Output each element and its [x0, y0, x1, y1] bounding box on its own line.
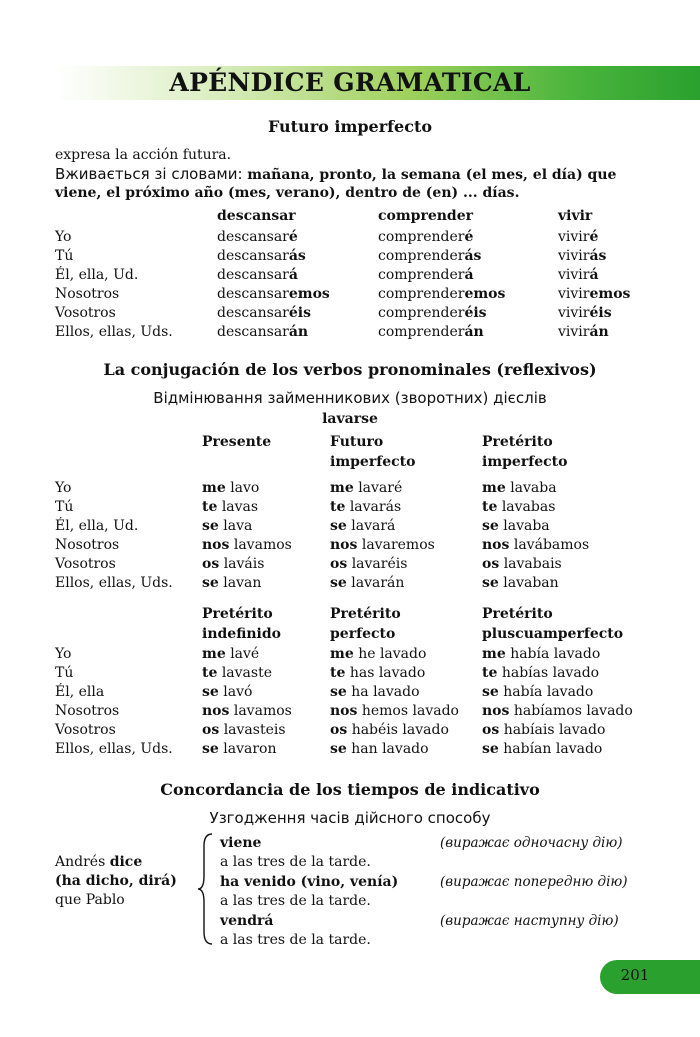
table-header: imperfecto: [330, 454, 416, 470]
futuro-subject: Nosotros: [55, 286, 120, 302]
verb-form: te lavabas: [482, 499, 556, 515]
concordancia-title: Concordancia de los tiempos de indicativo: [160, 780, 540, 799]
pronominales-verb: lavarse: [322, 411, 378, 427]
verb-form: os lavabais: [482, 556, 562, 572]
table-header: indefinido: [202, 626, 281, 642]
verb-form: os lavasteis: [202, 722, 286, 738]
futuro-form: descansaremos: [217, 286, 330, 302]
verb-form: te lavaste: [202, 665, 273, 681]
verb-form: os lavaréis: [330, 556, 408, 572]
concordancia-left-2: (ha dicho, dirá): [55, 873, 177, 889]
verb-form: se habían lavado: [482, 741, 603, 757]
concordancia-note: (виражає наступну дію): [440, 913, 619, 929]
verb-form: nos habíamos lavado: [482, 703, 633, 719]
futuro-subject: Vosotros: [55, 305, 116, 321]
verb-form: me he lavado: [330, 646, 427, 662]
table-subject: Vosotros: [55, 722, 116, 738]
futuro-form: descansará: [217, 267, 298, 283]
concordancia-rest: a las tres de la tarde.: [220, 854, 371, 870]
concordancia-left-3: que Pablo: [55, 892, 125, 908]
futuro-form: descansarás: [217, 248, 306, 264]
verb-form: nos hemos lavado: [330, 703, 459, 719]
table-subject: Ellos, ellas, Uds.: [55, 741, 173, 757]
table-header: Pretérito: [202, 606, 273, 622]
table-header: imperfecto: [482, 454, 568, 470]
table-header: Pretérito: [482, 434, 553, 450]
verb-form: me lavé: [202, 646, 260, 662]
table-subject: Yo: [55, 646, 72, 662]
concordancia-rest: a las tres de la tarde.: [220, 893, 371, 909]
verb-form: se había lavado: [482, 684, 594, 700]
table-header: perfecto: [330, 626, 396, 642]
table-subject: Él, ella: [55, 684, 105, 700]
futuro-form: vivirán: [558, 324, 609, 340]
verb-form: os habéis lavado: [330, 722, 449, 738]
concordancia-rest: a las tres de la tarde.: [220, 932, 371, 948]
futuro-form: viviremos: [558, 286, 631, 302]
verb-form: se lavaban: [482, 575, 559, 591]
verb-form: te has lavado: [330, 665, 426, 681]
table-header: Futuro: [330, 434, 384, 450]
verb-form: se lavó: [202, 684, 253, 700]
concordancia-verb: vendrá: [220, 913, 274, 929]
futuro-form: comprenderá: [378, 267, 474, 283]
futuro-form: viviré: [558, 229, 599, 245]
futuro-form: comprenderé: [378, 229, 474, 245]
verb-form: nos lavábamos: [482, 537, 590, 553]
pronominales-subtitle: Відмінювання займенникових (зворотних) дієслів: [153, 389, 547, 407]
futuro-line-2: Вживається зі словами: mañana, pronto, la semana (el mes, el día) que: [55, 165, 617, 183]
verb-form: te lavas: [202, 499, 259, 515]
table-subject: Nosotros: [55, 537, 120, 553]
verb-form: me lavaba: [482, 480, 557, 496]
table-subject: Vosotros: [55, 556, 116, 572]
concordancia-verb: viene: [220, 835, 262, 851]
verb-form: se lavará: [330, 518, 396, 534]
futuro-form: vivirá: [558, 267, 599, 283]
futuro-form: descansaré: [217, 229, 298, 245]
verb-form: nos lavamos: [202, 703, 292, 719]
futuro-form: comprenderemos: [378, 286, 506, 302]
verb-form: te habías lavado: [482, 665, 600, 681]
concordancia-verb: ha venido (vino, venía): [220, 874, 399, 890]
table-subject: Tú: [55, 499, 74, 515]
verb-form: nos lavamos: [202, 537, 292, 553]
concordancia-left-1: Andrés dice: [55, 854, 143, 870]
futuro-line-3: viene, el próximo año (mes, verano), dentro de (en) ... días.: [55, 185, 520, 201]
concordancia-note: (виражає попередню дію): [440, 874, 628, 890]
verb-form: se ha lavado: [330, 684, 420, 700]
page-title: APÉNDICE GRAMATICAL: [169, 68, 531, 97]
verb-form: se lavaron: [202, 741, 277, 757]
verb-form: se lava: [202, 518, 253, 534]
pronominales-title: La conjugación de los verbos pronominales (reflexivos): [103, 360, 597, 379]
futuro-subject: Él, ella, Ud.: [55, 267, 139, 283]
verb-form: me lavaré: [330, 480, 403, 496]
futuro-line-1: expresa la acción futura.: [55, 147, 232, 163]
futuro-subject: Yo: [55, 229, 72, 245]
verb-form: os habíais lavado: [482, 722, 606, 738]
futuro-form: viviréis: [558, 305, 612, 321]
table-subject: Yo: [55, 480, 72, 496]
futuro-form: descansaréis: [217, 305, 311, 321]
futuro-subject: Ellos, ellas, Uds.: [55, 324, 173, 340]
futuro-title: Futuro imperfecto: [267, 117, 433, 136]
page-number: 201: [620, 966, 650, 984]
futuro-header-1: descansar: [217, 208, 296, 224]
futuro-form: comprenderás: [378, 248, 482, 264]
verb-form: se han lavado: [330, 741, 429, 757]
concordancia-note: (виражає одночасну дію): [440, 835, 623, 851]
futuro-form: descansarán: [217, 324, 309, 340]
table-header: Pretérito: [330, 606, 401, 622]
brace-icon: [196, 832, 216, 946]
table-subject: Nosotros: [55, 703, 120, 719]
verb-form: me lavo: [202, 480, 260, 496]
table-subject: Tú: [55, 665, 74, 681]
table-header: Pretérito: [482, 606, 553, 622]
verb-form: me había lavado: [482, 646, 601, 662]
verb-form: te lavarás: [330, 499, 402, 515]
table-header: Presente: [202, 434, 272, 450]
verb-form: os laváis: [202, 556, 265, 572]
futuro-form: comprenderéis: [378, 305, 487, 321]
verb-form: se lavaba: [482, 518, 550, 534]
table-subject: Ellos, ellas, Uds.: [55, 575, 173, 591]
futuro-header-2: comprender: [378, 208, 473, 224]
futuro-header-3: vivir: [558, 208, 593, 224]
table-subject: Él, ella, Ud.: [55, 518, 139, 534]
futuro-subject: Tú: [55, 248, 74, 264]
verb-form: se lavarán: [330, 575, 405, 591]
futuro-form: comprenderán: [378, 324, 484, 340]
concordancia-subtitle: Узгодження часів дійсного способу: [209, 809, 491, 827]
verb-form: se lavan: [202, 575, 262, 591]
table-header: pluscuamperfecto: [482, 626, 624, 642]
verb-form: nos lavaremos: [330, 537, 435, 553]
futuro-form: vivirás: [558, 248, 607, 264]
